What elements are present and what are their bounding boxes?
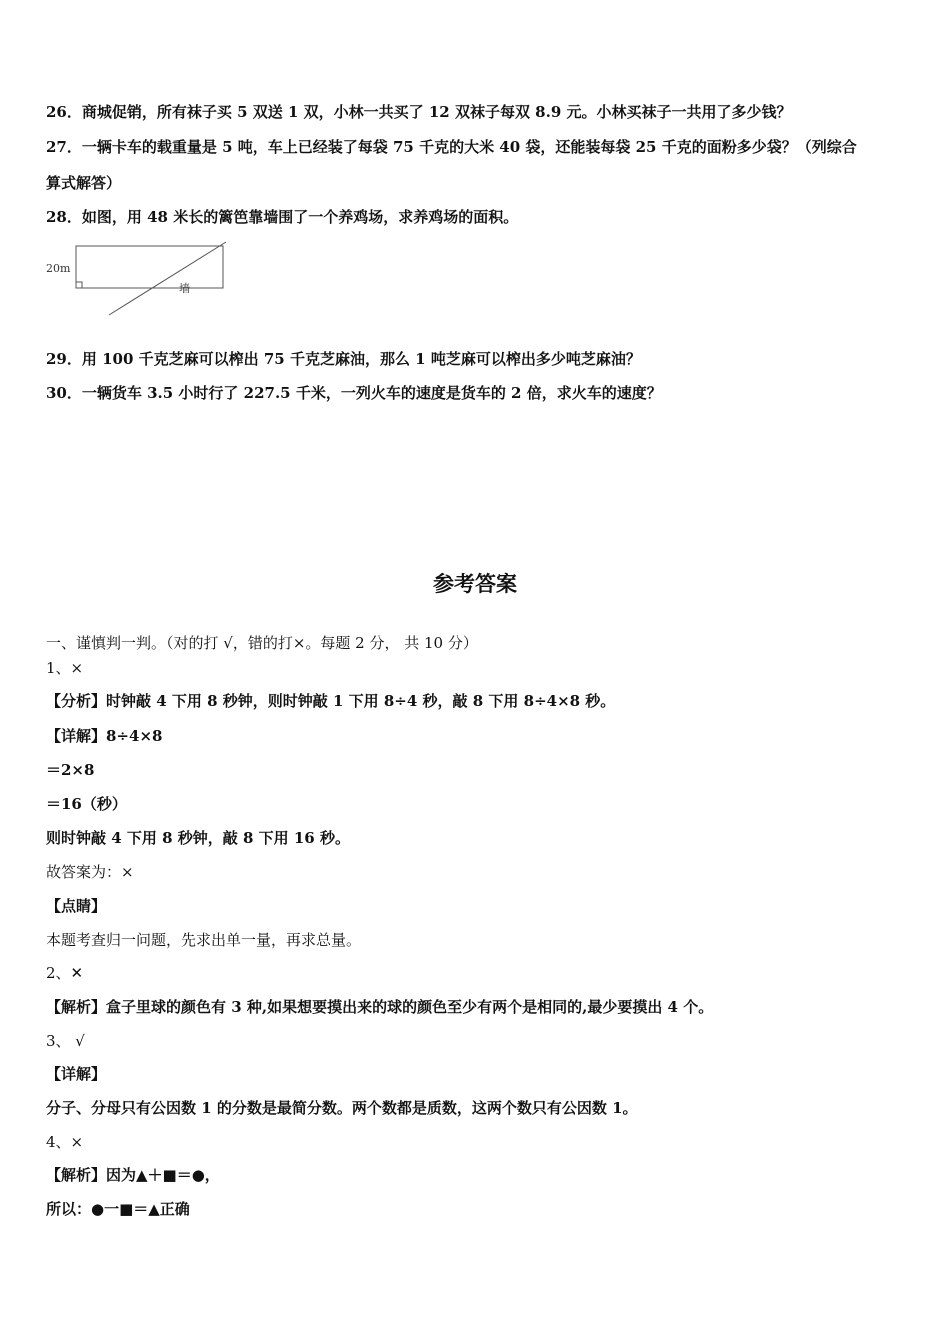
answer-1-step-1: ＝2×8: [46, 761, 95, 779]
answers-title: 参考答案: [433, 572, 517, 596]
chicken-yard-figure: [44, 236, 244, 320]
wall-line: [109, 242, 226, 315]
answer-1-comment: 本题考查归一问题，先求出单一量，再求总量。: [46, 931, 362, 949]
answer-1-detail: 【详解】8÷4×8: [46, 727, 163, 745]
question-26: 26．商城促销，所有袜子买 5 双送 1 双，小林一共买了 12 双袜子每双 8.9 元。小林买袜子一共用了多少钱？: [46, 103, 792, 121]
side-length-label: 20m: [46, 262, 71, 275]
right-angle-mark: [76, 282, 82, 288]
answer-1-final: 故答案为：×: [46, 863, 134, 881]
section-heading: 一、谨慎判一判。（对的打 √，错的打×。每题 2 分， 共 10 分）: [46, 634, 478, 652]
answer-4-analysis: 【解析】因为▲＋■＝●，: [46, 1166, 220, 1184]
answer-2-analysis: 【解析】盒子里球的颜色有 3 种,如果想要摸出来的球的颜色至少有两个是相同的,最少要摸出 4 个。: [46, 998, 714, 1016]
answer-1-step-2: ＝16（秒）: [46, 795, 127, 813]
question-28: 28．如图，用 48 米长的篱笆靠墙围了一个养鸡场，求养鸡场的面积。: [46, 208, 519, 226]
question-27-continued: 算式解答）: [46, 174, 122, 192]
answer-3: 3、 √: [46, 1032, 85, 1050]
yard-rectangle: [76, 246, 223, 288]
answer-1-comment-label: 【点睛】: [46, 897, 107, 915]
answer-4-conclusion: 所以：●一■＝▲正确: [46, 1200, 190, 1218]
wall-label: 墙: [179, 282, 190, 295]
answer-3-detail: 分子、分母只有公因数 1 的分数是最简分数。两个数都是质数，这两个数只有公因数 1。: [46, 1099, 638, 1117]
question-29: 29．用 100 千克芝麻可以榨出 75 千克芝麻油，那么 1 吨芝麻可以榨出多少吨芝麻油？: [46, 350, 641, 368]
answer-2: 2、✕: [46, 964, 84, 982]
question-27: 27．一辆卡车的载重量是 5 吨，车上已经装了每袋 75 千克的大米 40 袋，还能装每袋 25 千克的面粉多少袋？（列综合: [46, 138, 857, 156]
answer-4: 4、×: [46, 1133, 84, 1151]
answer-1: 1、×: [46, 659, 84, 677]
answer-1-analysis: 【分析】时钟敲 4 下用 8 秒钟，则时钟敲 1 下用 8÷4 秒，敲 8 下用 8÷4×8 秒。: [46, 692, 616, 710]
answer-1-conclusion: 则时钟敲 4 下用 8 秒钟，敲 8 下用 16 秒。: [46, 829, 350, 847]
answer-3-detail-label: 【详解】: [46, 1065, 107, 1083]
question-30: 30．一辆货车 3.5 小时行了 227.5 千米，一列火车的速度是货车的 2 倍，求火车的速度？: [46, 384, 662, 402]
